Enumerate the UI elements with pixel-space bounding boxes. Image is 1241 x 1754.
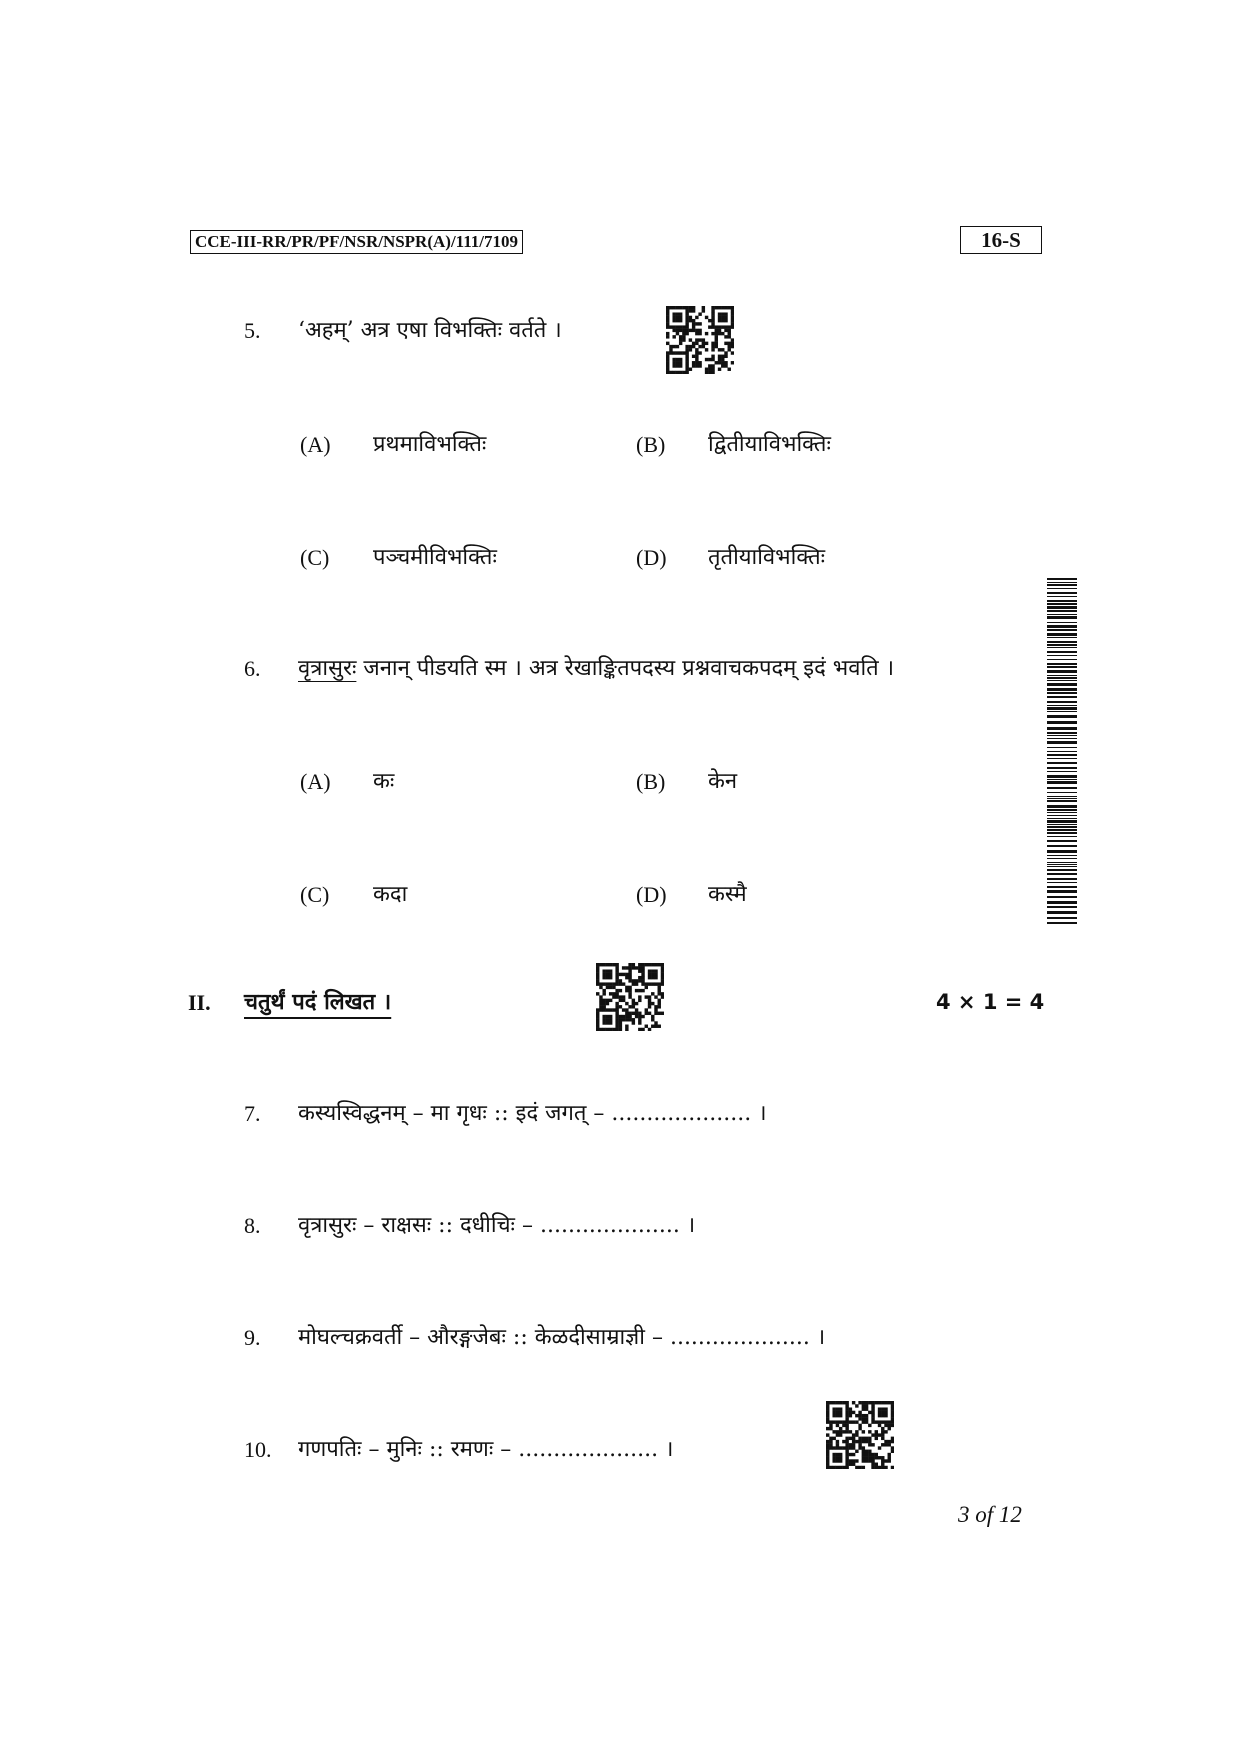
qr-code-q5 xyxy=(666,306,734,374)
q5-option-d-letter: (D) xyxy=(636,545,667,570)
question-6-rest: जनान् पीडयति स्म । अत्र रेखाङ्कितपदस्य प्रश्नवाचकपदम् इदं भवति । xyxy=(356,656,895,681)
question-8-text: वृत्रासुरः – राक्षसः :: दधीचिः – .................... । xyxy=(298,1213,696,1238)
paper-code: 16-S xyxy=(960,226,1042,254)
question-9-number: 9. xyxy=(244,1325,261,1350)
q5-option-a-text: प्रथमाविभक्तिः xyxy=(373,432,487,457)
question-7-text: कस्यस्विद्धनम् – मा गृधः :: इदं जगत् – .................... । xyxy=(298,1101,767,1126)
q6-option-d-letter: (D) xyxy=(636,882,667,907)
underlined-word: वृत्रासुरः xyxy=(298,656,357,681)
question-8-number: 8. xyxy=(244,1213,261,1238)
qr-code-section xyxy=(596,963,664,1031)
question-6-number: 6. xyxy=(244,656,261,681)
section-marks: 4 × 1 = 4 xyxy=(936,990,1045,1014)
barcode xyxy=(1047,578,1077,926)
q6-option-d-text: कस्मै xyxy=(708,882,747,907)
question-10-number: 10. xyxy=(244,1437,272,1462)
question-10-text: गणपतिः – मुनिः :: रमणः – .................... । xyxy=(298,1437,674,1462)
page-number: 3 of 12 xyxy=(958,1502,1022,1527)
q5-option-c-text: पञ्चमीविभक्तिः xyxy=(373,545,497,570)
q5-option-d-text: तृतीयाविभक्तिः xyxy=(708,545,826,570)
question-7-number: 7. xyxy=(244,1101,261,1126)
qr-code-q10 xyxy=(826,1401,894,1469)
q6-option-c-letter: (C) xyxy=(300,882,330,907)
q5-option-a-letter: (A) xyxy=(300,432,331,457)
q5-option-b-text: द्वितीयाविभक्तिः xyxy=(708,432,831,457)
q6-option-a-letter: (A) xyxy=(300,769,331,794)
question-9-text: मोघल्चक्रवर्ती – औरङ्गजेबः :: केळदीसाम्राज्ञी – .................... । xyxy=(298,1325,826,1350)
q6-option-c-text: कदा xyxy=(373,882,408,907)
q6-option-b-text: केन xyxy=(708,769,738,794)
exam-code: CCE-III-RR/PR/PF/NSR/NSPR(A)/111/7109 xyxy=(190,230,523,254)
section-title: चतुर्थं पदं लिखत । xyxy=(244,989,392,1015)
question-5-number: 5. xyxy=(244,318,261,343)
q5-option-b-letter: (B) xyxy=(636,432,666,457)
question-6-text xyxy=(298,652,894,682)
q6-option-b-letter: (B) xyxy=(636,769,666,794)
question-5-text: ‘अहम्’ अत्र एषा विभक्तिः वर्तते । xyxy=(298,318,562,343)
section-number: II. xyxy=(188,990,211,1015)
q6-option-a-text: कः xyxy=(373,769,395,794)
q5-option-c-letter: (C) xyxy=(300,545,330,570)
